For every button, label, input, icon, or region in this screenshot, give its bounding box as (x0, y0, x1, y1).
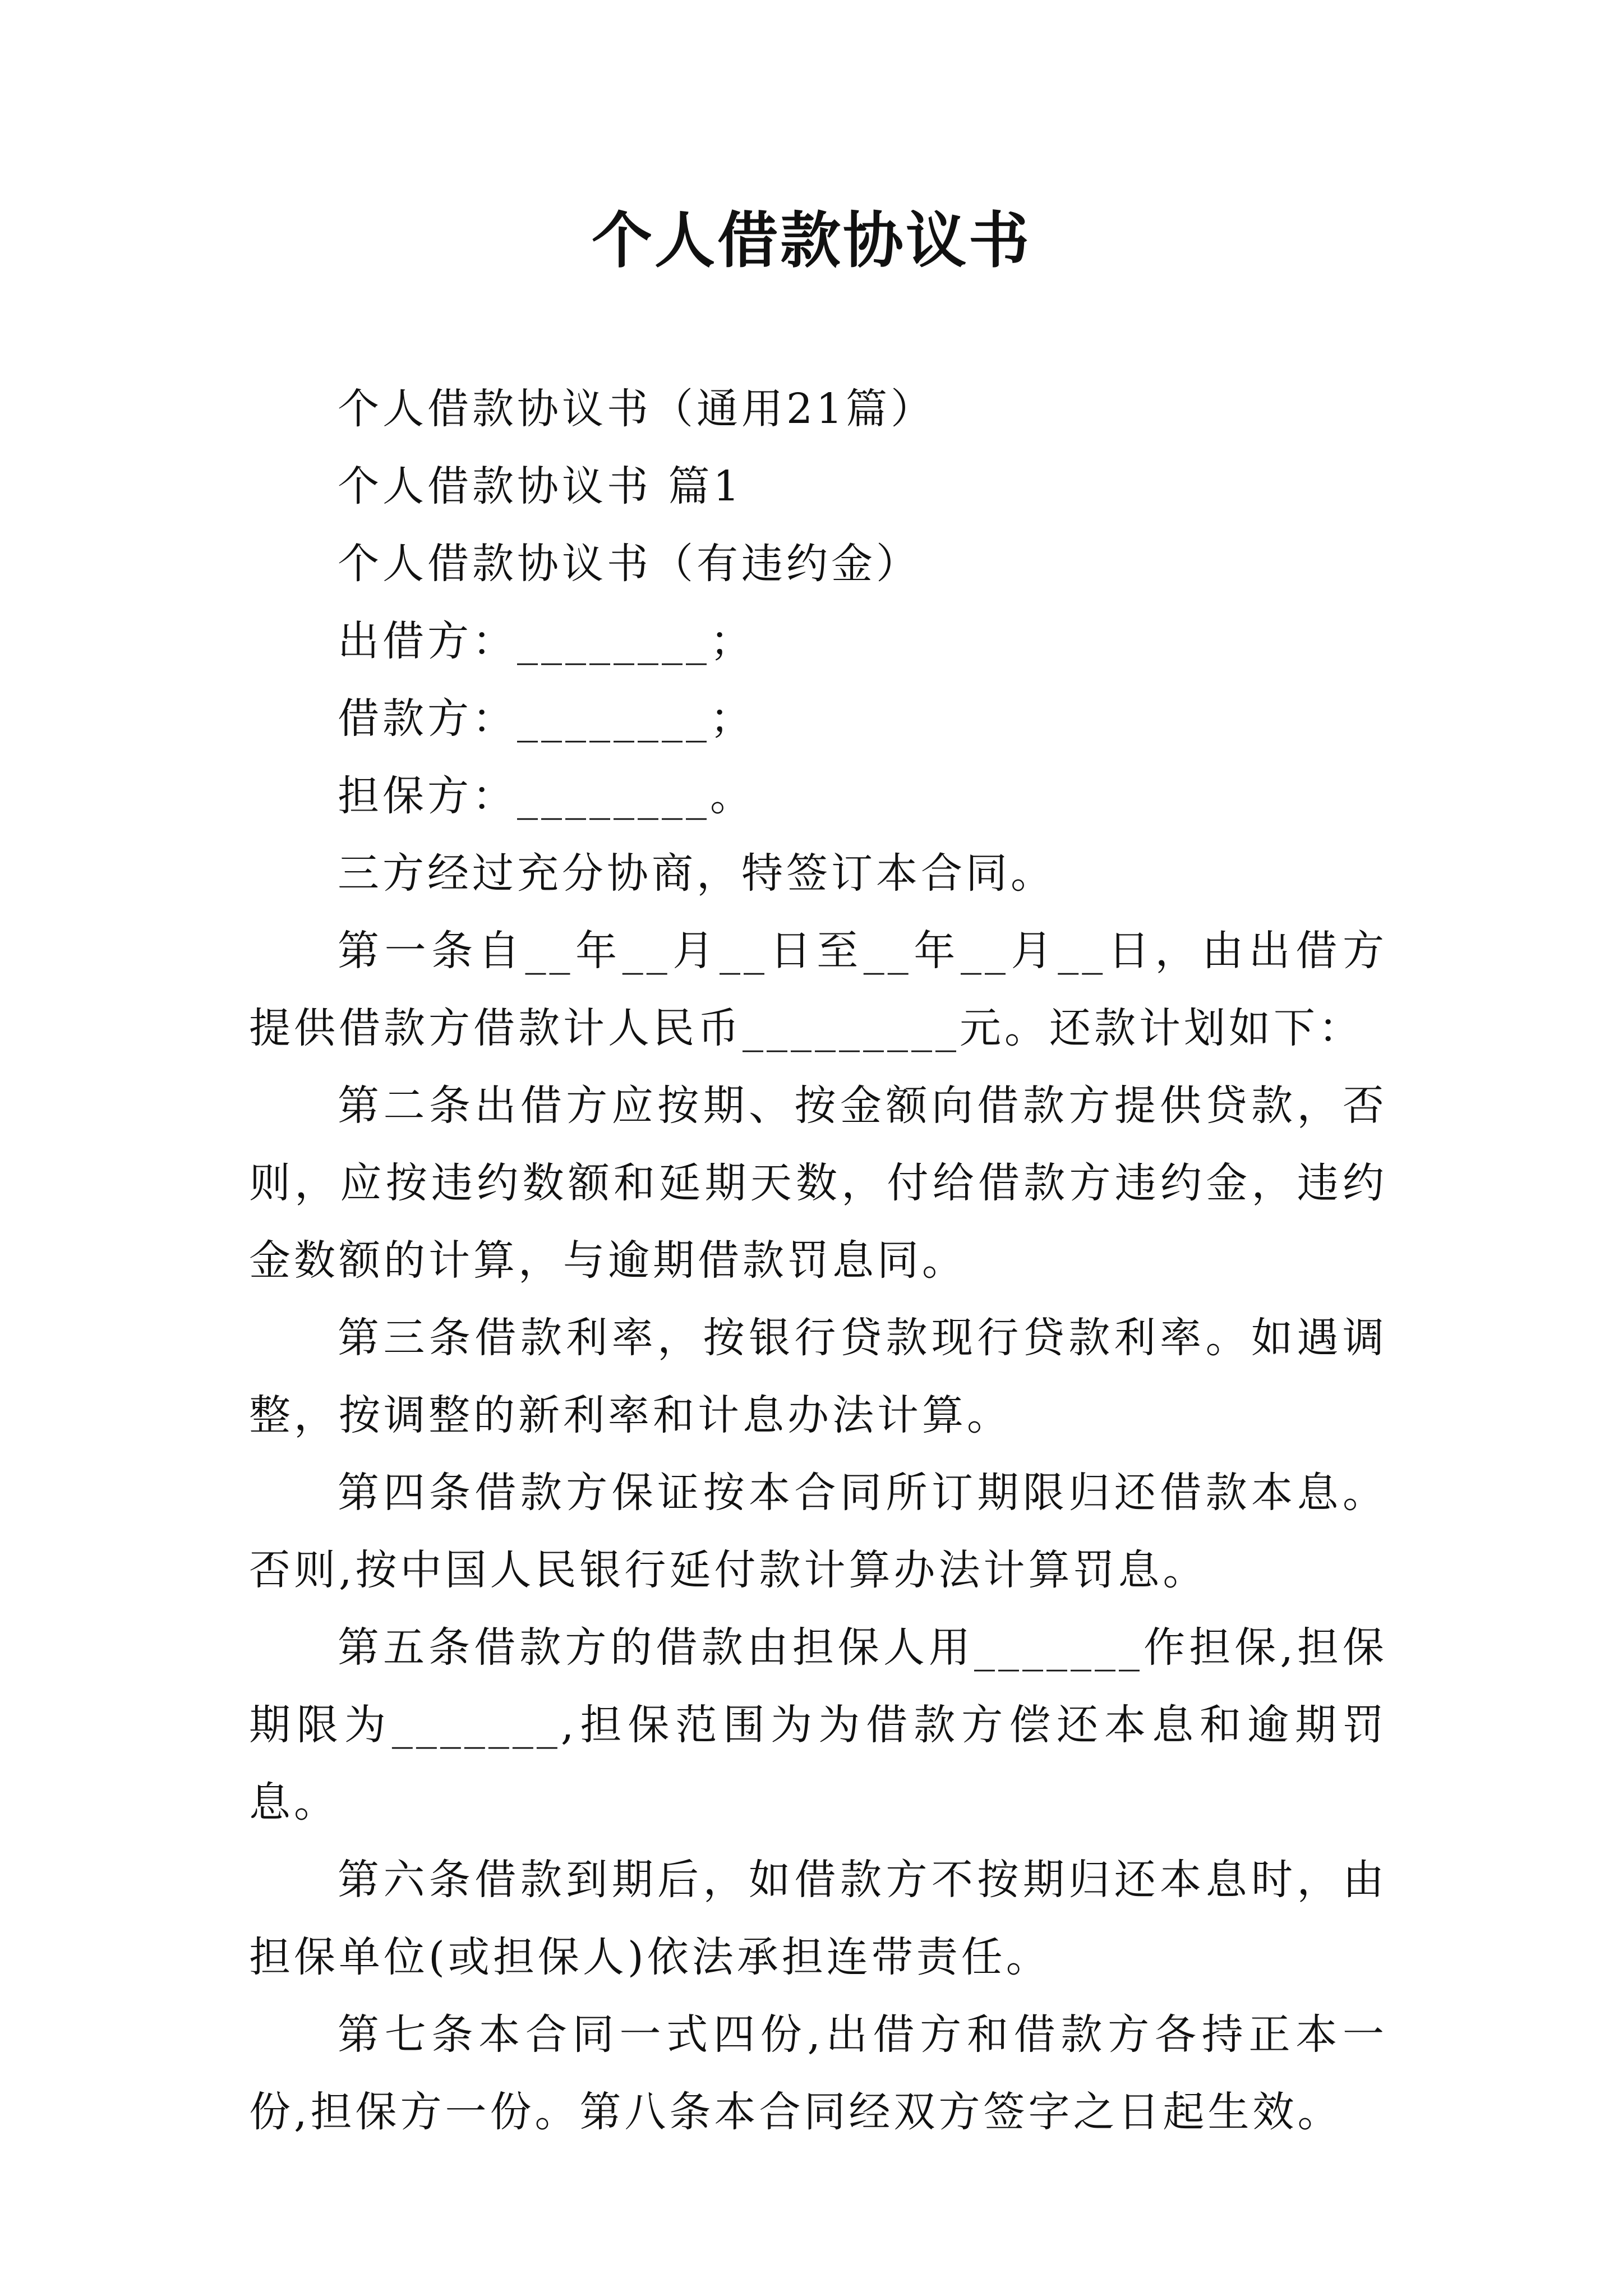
paragraph-preamble: 三方经过充分协商，特签订本合同。 (338, 849, 1055, 898)
paragraph-article-5: 第五条借款方的借款由担保人用_______作担保,担保期限为_______,担保范围为为借款方偿还本息和逾期罚息。 (249, 1623, 1387, 1826)
paragraph-article-1: 第一条自__年__月__日至__年__月__日，由出借方提供借款方借款计人民币_________元。还款计划如下： (249, 927, 1387, 1052)
document-body (249, 370, 1387, 2151)
paragraph-lender: 出借方：________； (338, 617, 755, 665)
paragraph-article-2: 第二条出借方应按期、按金额向借款方提供贷款，否则，应按违约数额和延期天数，付给借款方违约金，违约金数额的计算，与逾期借款罚息同。 (249, 1082, 1387, 1285)
document-title: 个人借款协议书 (591, 206, 1031, 276)
paragraph-heading-part-1: 个人借款协议书 篇1 (338, 462, 743, 510)
paragraph-heading-general: 个人借款协议书（通用21篇） (338, 385, 936, 433)
paragraph-guarantor: 担保方：________。 (338, 772, 755, 820)
paragraph-heading-penalty: 个人借款协议书（有违约金） (338, 540, 921, 588)
paragraph-article-4: 第四条借款方保证按本合同所订期限归还借款本息。否则,按中国人民银行延付款计算办法计算罚息。 (249, 1469, 1387, 1594)
paragraph-borrower: 借款方：________； (338, 694, 755, 743)
paragraph-article-7-8: 第七条本合同一式四份,出借方和借款方各持正本一份,担保方一份。第八条本合同经双方签字之日起生效。 (249, 2010, 1387, 2136)
paragraph-article-3: 第三条借款利率，按银行贷款现行贷款利率。如遇调整，按调整的新利率和计息办法计算。 (249, 1314, 1387, 1439)
paragraph-article-6: 第六条借款到期后，如借款方不按期归还本息时，由担保单位(或担保人)依法承担连带责任。 (249, 1856, 1387, 1981)
